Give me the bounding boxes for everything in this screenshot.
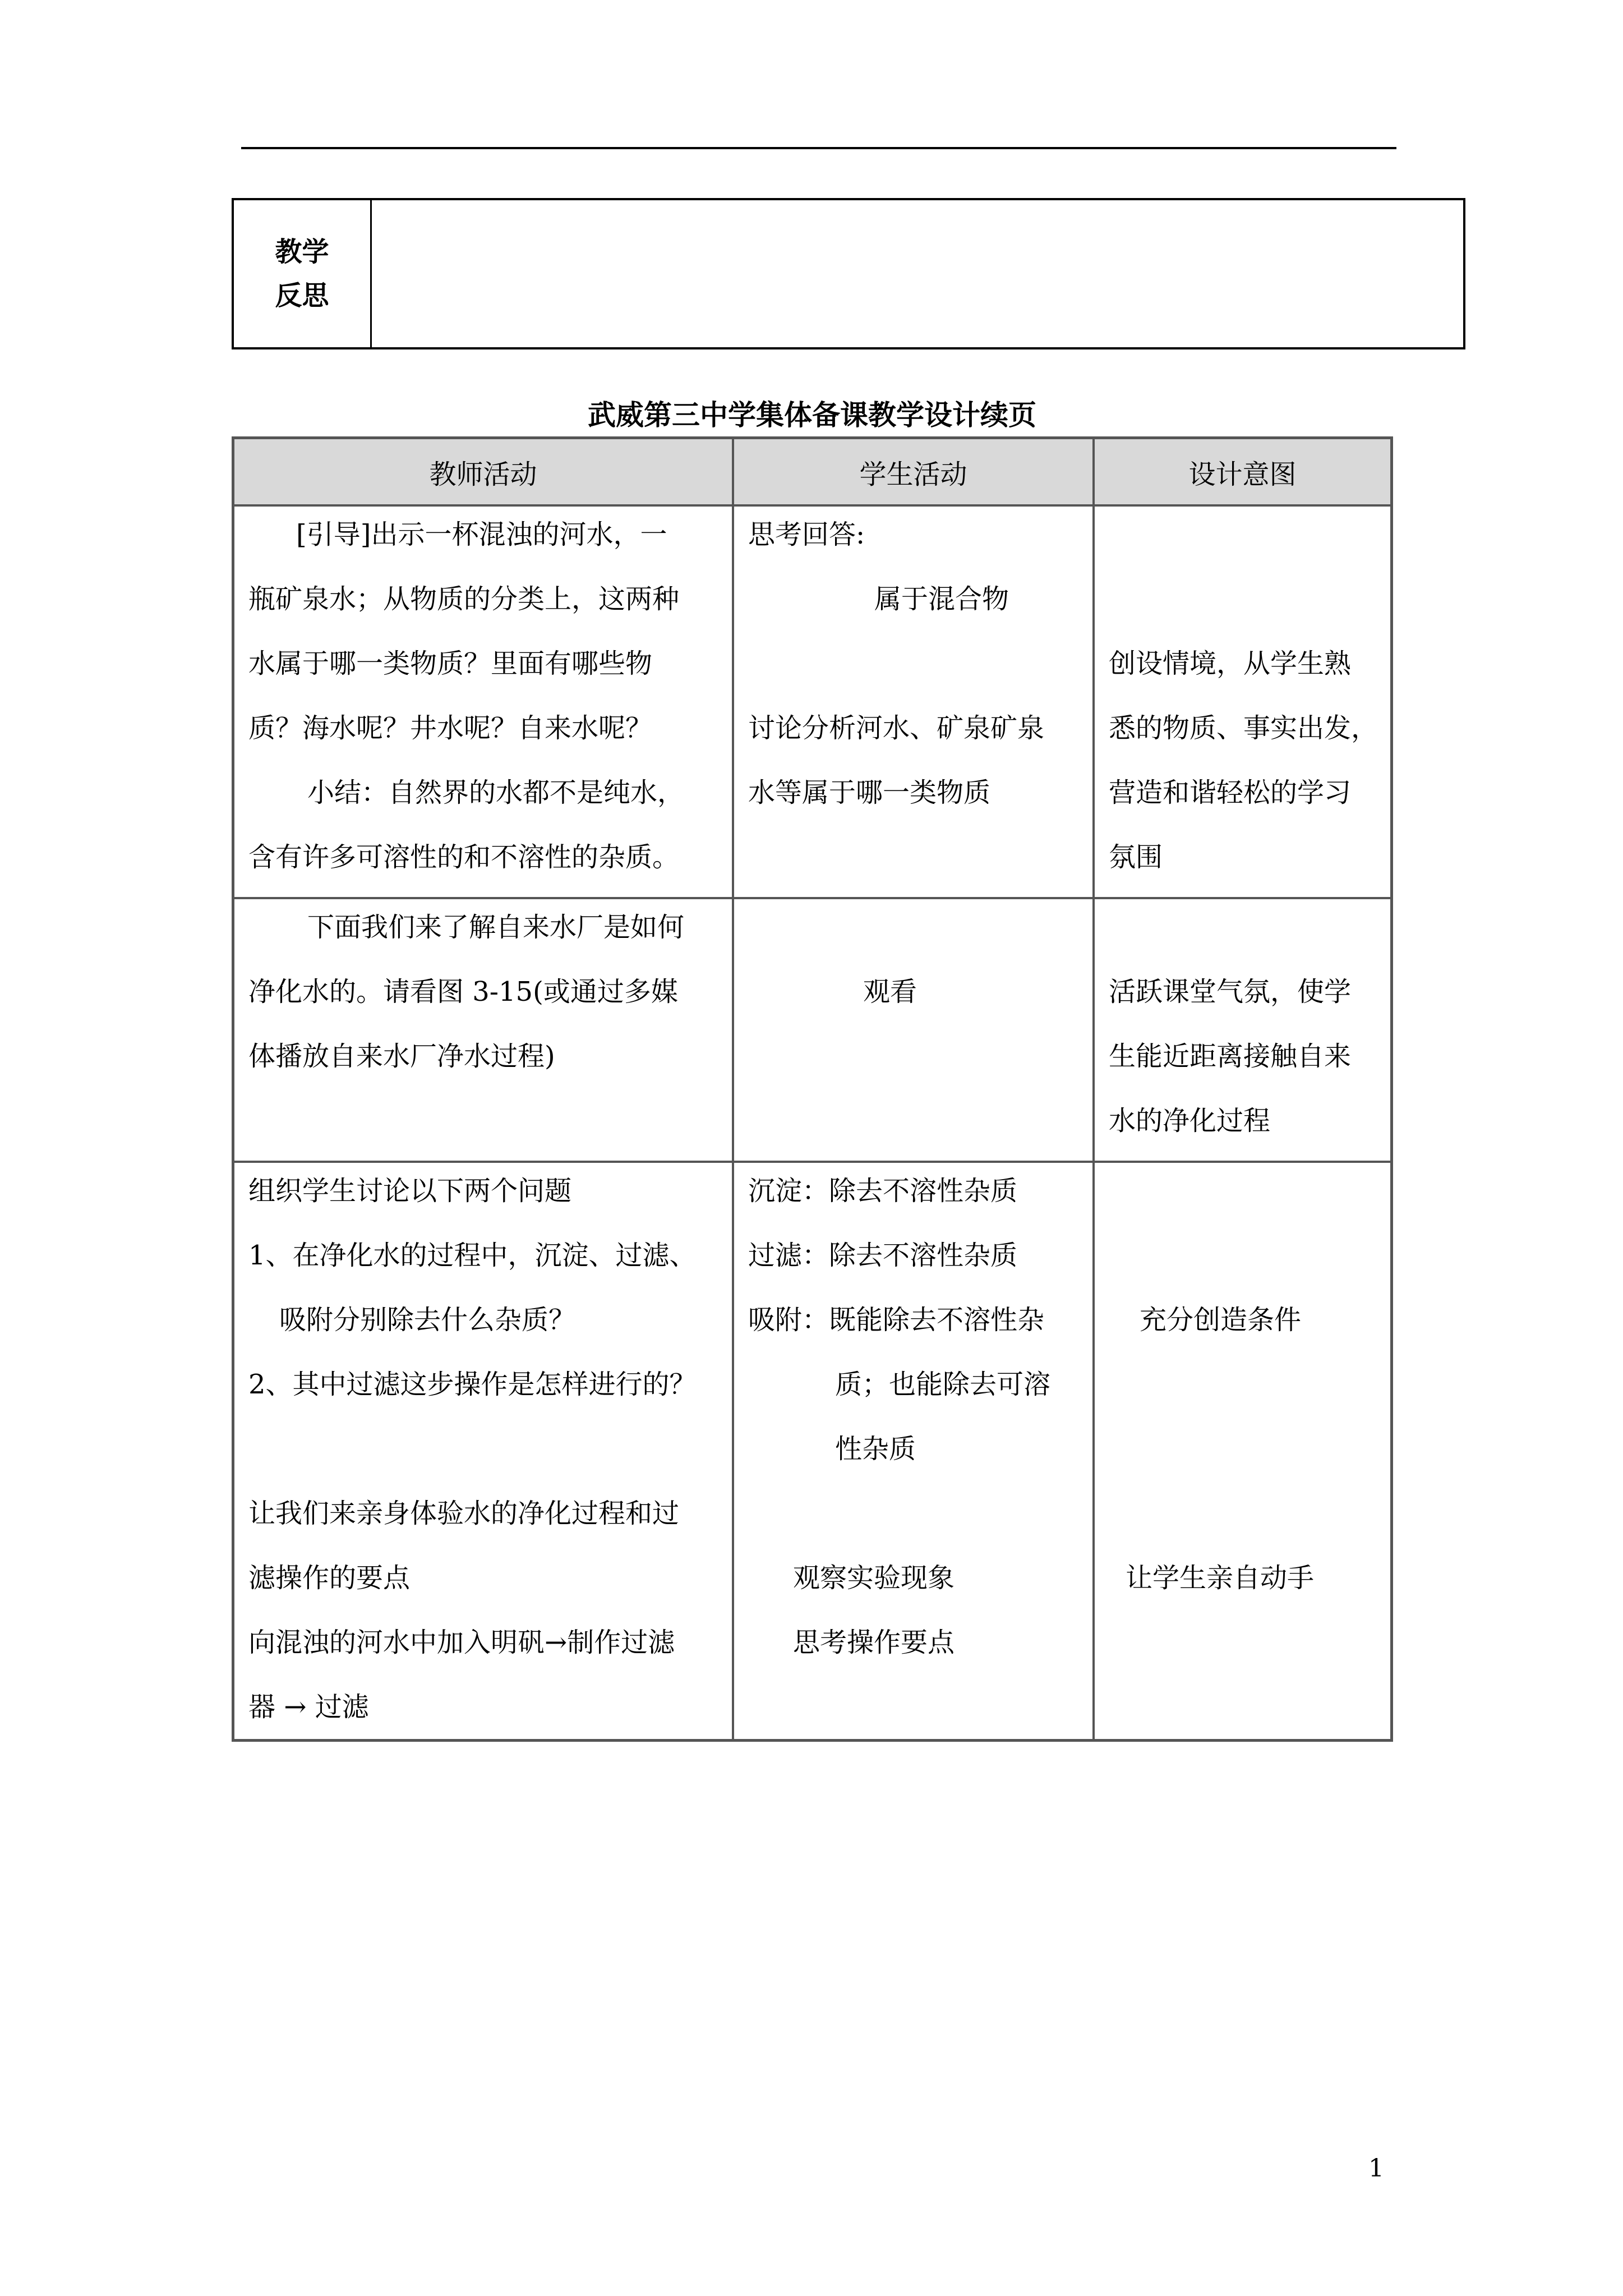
intent-line: 水的净化过程 — [1109, 1105, 1271, 1137]
intent-line: 活跃课堂气氛，使学 — [1109, 976, 1352, 1007]
teacher-line: 器 → 过滤 — [248, 1691, 369, 1723]
reflection-label-line2: 反思 — [275, 280, 329, 311]
intent-cell — [1092, 1163, 1390, 1741]
student-line: 沉淀：除去不溶性杂质 — [748, 1175, 1018, 1207]
student-line: 属于混合物 — [874, 583, 1009, 615]
reflection-content — [372, 200, 1463, 347]
teacher-line: 1、在净化水的过程中，沉淀、过滤、 — [248, 1240, 697, 1271]
student-cell — [732, 507, 1092, 897]
intent-line: 充分创造条件 — [1140, 1304, 1302, 1336]
teacher-cell — [234, 899, 732, 1161]
page-number: 1 — [1368, 2154, 1384, 2183]
header-intent: 设计意图 — [1092, 439, 1390, 504]
teacher-line: 含有许多可溶性的和不溶性的杂质。 — [248, 841, 680, 873]
student-line: 思考操作要点 — [793, 1627, 955, 1658]
teacher-line: 瓶矿泉水；从物质的分类上，这两种 — [248, 583, 680, 615]
student-line: 性杂质 — [835, 1433, 916, 1465]
reflection-label-line1: 教学 — [275, 236, 329, 268]
header-student: 学生活动 — [732, 439, 1092, 504]
teacher-line: 让我们来亲身体验水的净化过程和过 — [248, 1498, 680, 1529]
teacher-line: 滤操作的要点 — [248, 1562, 411, 1594]
intent-line: 创设情境，从学生熟 — [1109, 648, 1352, 679]
student-line: 吸附：既能除去不溶性杂 — [748, 1304, 1045, 1336]
student-line: 过滤：除去不溶性杂质 — [748, 1240, 1018, 1271]
page-title: 武威第三中学集体备课教学设计续页 — [588, 398, 1036, 431]
table-header-row — [234, 439, 1390, 507]
student-line: 观察实验现象 — [793, 1562, 955, 1594]
intent-line: 悉的物质、事实出发， — [1109, 712, 1378, 744]
reflection-label — [234, 200, 372, 347]
student-line: 水等属于哪一类物质 — [748, 777, 991, 808]
student-cell — [732, 899, 1092, 1161]
table-row — [234, 899, 1390, 1163]
teacher-line: 下面我们来了解自来水厂是如何 — [307, 912, 685, 943]
intent-line: 生能近距离接触自来 — [1109, 1041, 1352, 1072]
intent-line: 让学生亲自动手 — [1126, 1562, 1315, 1594]
teacher-cell — [234, 507, 732, 897]
teacher-line: [引导]出示一杯混浊的河水，一 — [296, 519, 667, 550]
student-line: 思考回答: — [748, 519, 865, 550]
student-line: 质；也能除去可溶 — [835, 1369, 1051, 1400]
intent-cell — [1092, 899, 1390, 1161]
teacher-line: 体播放自来水厂净水过程) — [248, 1041, 555, 1072]
teacher-cell — [234, 1163, 732, 1741]
teacher-line: 组织学生讨论以下两个问题 — [248, 1175, 572, 1207]
teacher-line: 2、其中过滤这步操作是怎样进行的？ — [248, 1369, 697, 1400]
intent-cell — [1092, 507, 1390, 897]
teacher-line: 小结：自然界的水都不是纯水， — [307, 777, 685, 808]
header-teacher: 教师活动 — [429, 458, 537, 490]
teacher-line: 质？海水呢？井水呢？自来水呢？ — [248, 712, 653, 744]
teacher-line: 水属于哪一类物质？里面有哪些物 — [248, 648, 653, 679]
intent-line: 营造和谐轻松的学习 — [1109, 777, 1352, 808]
table-row — [234, 507, 1390, 899]
table-row — [234, 1163, 1390, 1741]
teacher-line: 净化水的。请看图 3-15(或通过多媒 — [248, 976, 678, 1007]
student-line: 观看 — [863, 976, 917, 1007]
student-cell — [732, 1163, 1092, 1741]
intent-line: 氛围 — [1109, 841, 1163, 873]
student-line: 讨论分析河水、矿泉矿泉 — [748, 712, 1045, 744]
teacher-line: 吸附分别除去什么杂质？ — [279, 1304, 576, 1336]
lesson-table — [232, 436, 1393, 1742]
teacher-line: 向混浊的河水中加入明矾→制作过滤 — [248, 1627, 675, 1658]
header-rule — [241, 147, 1396, 149]
reflection-table — [232, 198, 1465, 349]
